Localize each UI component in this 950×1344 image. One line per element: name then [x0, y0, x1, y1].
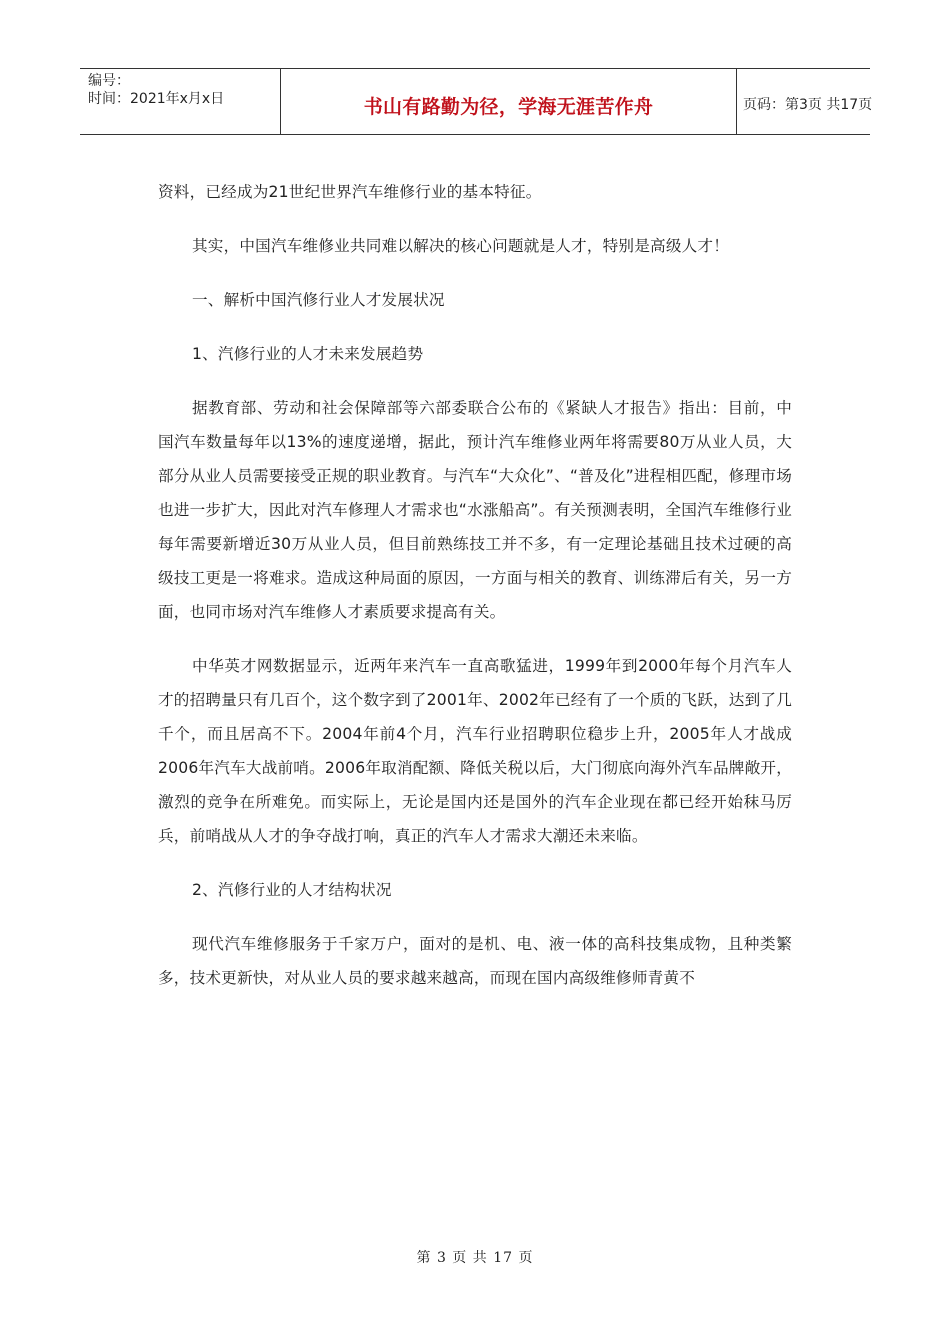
- page-footer: 第 3 页 共 17 页: [416, 1250, 534, 1266]
- paragraph: 中华英才网数据显示，近两年来汽车一直高歌猛进，1999年到2000年每个月汽车人才的招聘量只有几百个，这个数字到了2001年、2002年已经有了一个质的飞跃，达到了几千个，而且居高不下。2004年前4个月，汽车行业招聘职位稳步上升，2005年人才战成2006年汽车大战前哨。2006年取消配额、降低关税以后，大门彻底向海外汽车品牌敞开，激烈的竞争在所难免。而实际上，无论是国内还是国外的汽车企业现在都已经开始秣马厉兵，前哨战从人才的争夺战打响，真正的汽车人才需求大潮还未来临。: [158, 657, 792, 845]
- subsection-heading: 2、汽修行业的人才结构状况: [192, 881, 392, 899]
- paragraph: 资料，已经成为21世纪世界汽车维修行业的基本特征。: [158, 183, 542, 201]
- page-info: 页码：第3页 共17页: [743, 97, 873, 113]
- motto: 书山有路勤为径，学海无涯苦作舟: [363, 96, 654, 118]
- time-label: 时间：2021年x月x日: [88, 91, 225, 107]
- paragraph: 据教育部、劳动和社会保障部等六部委联合公布的《紧缺人才报告》指出：目前，中国汽车数量每年以13%的速度递增，据此，预计汽车维修业两年将需要80万从业人员，大部分从业人员需要接受正规的职业教育。与汽车“大众化”、“普及化”进程相匹配，修理市场也进一步扩大，因此对汽车修理人才需求也“水涨船高”。有关预测表明，全国汽车维修行业每年需要新增近30万从业人员，但目前熟练技工并不多，有一定理论基础且技术过硬的高级技工更是一将难求。造成这种局面的原因，一方面与相关的教育、训练滞后有关，另一方面，也同市场对汽车维修人才素质要求提高有关。: [158, 399, 792, 621]
- number-label: 编号：: [88, 73, 130, 89]
- header-page-cell: [737, 69, 873, 134]
- paragraph: 现代汽车维修服务于千家万户，面对的是机、电、液一体的高科技集成物，且种类繁多，技术更新快，对从业人员的要求越来越高，而现在国内高级维修师青黄不: [158, 935, 792, 987]
- header-info-cell: [80, 69, 281, 134]
- subsection-heading: 1、汽修行业的人才未来发展趋势: [192, 345, 424, 363]
- header-motto-cell: [281, 69, 737, 134]
- section-heading: 一、解析中国汽修行业人才发展状况: [192, 291, 445, 309]
- header-table: [80, 68, 873, 135]
- document-body: [158, 175, 792, 995]
- paragraph: 其实，中国汽车维修业共同难以解决的核心问题就是人才，特别是高级人才！: [192, 237, 729, 255]
